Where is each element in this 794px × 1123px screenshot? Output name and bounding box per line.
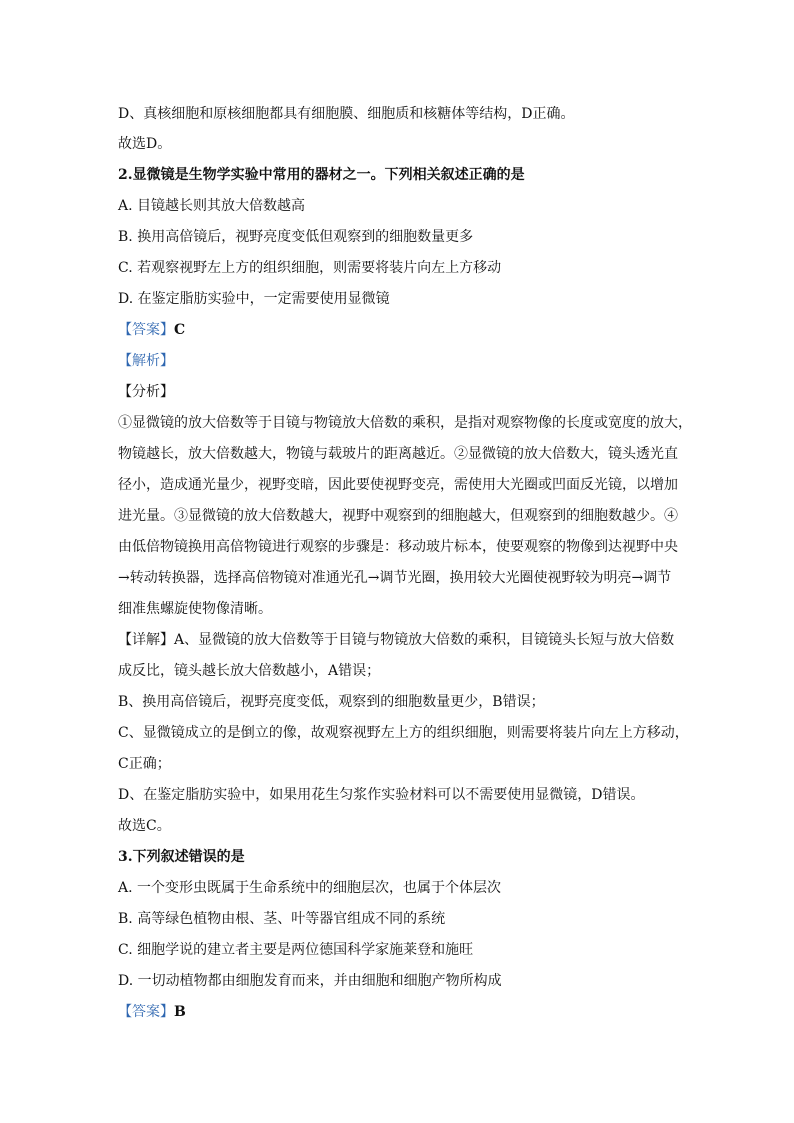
question-3-option-b: B. 高等绿色植物由根、茎、叶等器官组成不同的系统: [118, 911, 446, 927]
question-3-option-a: A. 一个变形虫既属于生命系统中的细胞层次，也属于个体层次: [118, 880, 502, 896]
question-2-option-b: B. 换用高倍镜后，视野亮度变低但观察到的细胞数量更多: [118, 229, 474, 245]
question-3-option-c: C. 细胞学说的建立者主要是两位德国科学家施莱登和施旺: [118, 942, 474, 958]
analysis-line: 进光量。③显微镜的放大倍数越大，视野中观察到的细胞越大，但观察到的细胞数越少。④: [118, 508, 678, 524]
answer-line-3: [118, 1002, 688, 1022]
choose-line: 故选C。: [118, 818, 171, 834]
detail-line: B、换用高倍镜后，视野亮度变低，观察到的细胞数量更少，B错误；: [118, 694, 545, 710]
detail-line: C、显微镜成立的是倒立的像，故观察视野左上方的组织细胞，则需要将装片向左上方移动，: [118, 725, 689, 741]
detail-line: D、在鉴定脂肪实验中，如果用花生匀浆作实验材料可以不需要使用显微镜，D错误。: [118, 787, 645, 803]
analysis-line: 由低倍物镜换用高倍物镜进行观察的步骤是：移动玻片标本，使要观察的物像到达视野中央: [118, 539, 678, 555]
detail-line: C正确；: [118, 756, 171, 772]
question-3-option-d: D. 一切动植物都由细胞发育而来，并由细胞和细胞产物所构成: [118, 973, 502, 989]
detail-text: A、显微镜的放大倍数等于目镜与物镜放大倍数的乘积，目镜镜头长短与放大倍数: [174, 632, 675, 648]
answer-line-2: [118, 320, 688, 340]
analysis-line: 细准焦螺旋使物像清晰。: [118, 601, 272, 617]
analysis-tag: 【分析】: [118, 384, 174, 400]
answer-tag: 【答案】: [118, 1004, 174, 1020]
analysis-line: 径小，造成通光量少，视野变暗，因此要使视野变亮，需使用大光圈或凹面反光镜，以增加: [118, 477, 678, 493]
detail-line: 成反比，镜头越长放大倍数越小，A错误；: [118, 663, 381, 679]
question-2-option-a: A. 目镜越长则其放大倍数越高: [118, 198, 306, 214]
answer-tag: 【答案】: [118, 322, 174, 338]
prev-option-d: D、真核细胞和原核细胞都具有细胞膜、细胞质和核糖体等结构，D正确。: [118, 106, 575, 122]
explanation-tag: 【解析】: [118, 353, 174, 369]
question-2-option-c: C. 若观察视野左上方的组织细胞，则需要将装片向左上方移动: [118, 260, 502, 276]
question-2-option-d: D. 在鉴定脂肪实验中，一定需要使用显微镜: [118, 291, 390, 307]
question-2-stem: 2.显微镜是生物学实验中常用的器材之一。下列相关叙述正确的是: [118, 167, 525, 183]
answer-value: C: [174, 322, 186, 338]
answer-value: B: [174, 1004, 186, 1020]
detail-line: [118, 630, 688, 650]
detail-tag: 【详解】: [118, 632, 174, 648]
analysis-line: 物镜越长，放大倍数越大，物镜与载玻片的距离越近。②显微镜的放大倍数大，镜头透光直: [118, 446, 678, 462]
analysis-line: ①显微镜的放大倍数等于目镜与物镜放大倍数的乘积，是指对观察物像的长度或宽度的放大，: [118, 415, 692, 431]
prev-choose-line: 故选D。: [118, 136, 172, 152]
question-3-stem: 3.下列叙述错误的是: [118, 849, 245, 865]
analysis-line: →转动转换器，选择高倍物镜对准通光孔→调节光圈，换用较大光圈使视野较为明亮→调节: [118, 570, 672, 586]
